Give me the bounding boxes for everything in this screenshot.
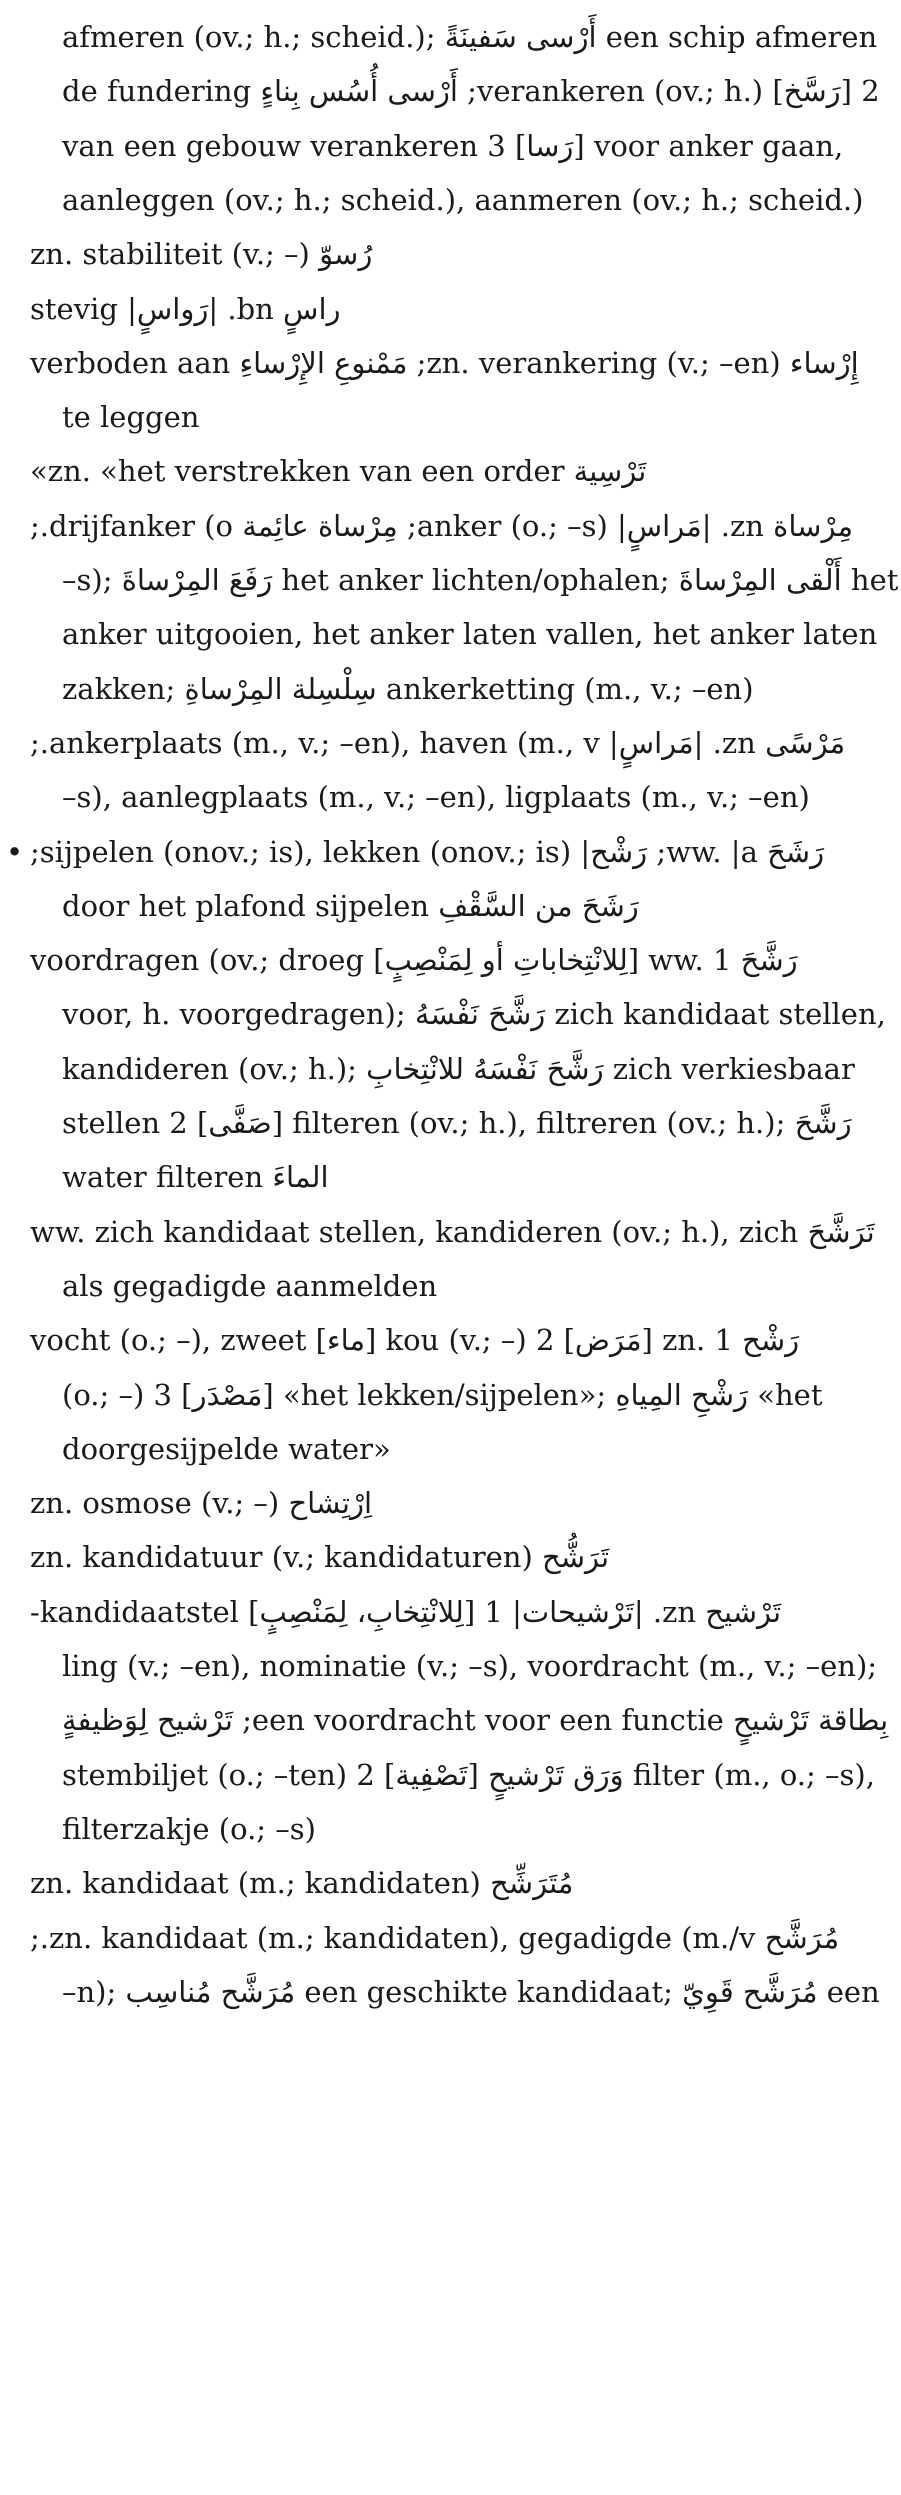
line-text: doorgesijpelde water» xyxy=(62,1431,391,1466)
dictionary-continuation-line xyxy=(62,607,877,661)
dictionary-continuation-line xyxy=(62,173,863,227)
dictionary-entry-line xyxy=(30,1530,609,1584)
line-text: تَرْشيح zn. |تَرْشيحات| 1 [لِلانْتِخابِ، لِمَنْصِبٍ] kandidaatstel- xyxy=(30,1594,782,1629)
dictionary-continuation-line xyxy=(62,553,899,607)
dictionary-entry-line xyxy=(30,444,646,498)
dictionary-continuation-line xyxy=(62,1639,877,1693)
line-text: رَشْح zn. 1 [مَرَض] kou (v.; –) 2 [ماء] vocht (o.; –), zweet xyxy=(30,1323,800,1358)
line-text: te leggen xyxy=(62,400,200,435)
dictionary-entry-line xyxy=(30,499,853,553)
line-text: مَرْسًى zn. |مَراسٍ| ankerplaats (m., v.; –en), haven (m., v.; xyxy=(30,725,846,760)
line-text: تَرْسِية zn. «het verstrekken van een order» xyxy=(30,454,647,489)
line-text: اِرْتِشاح zn. osmose (v.; –) xyxy=(30,1486,373,1521)
dictionary-entry-line xyxy=(30,336,859,390)
dictionary-continuation-line xyxy=(62,390,199,444)
dictionary-entry-line xyxy=(30,1313,799,1367)
dictionary-continuation-line xyxy=(62,770,810,824)
dictionary-continuation-line xyxy=(62,1368,822,1422)
dictionary-entry-line xyxy=(30,1856,573,1910)
line-text: 2 [رَسَّخ] verankeren (ov.; h.); أَرْسى أُسُس بِناءٍ de fundering xyxy=(62,74,880,109)
line-text: بِطاقة تَرْشيحٍ een voordracht voor een functie; تَرْشيح لِوَظيفةٍ xyxy=(62,1703,889,1738)
dictionary-entry-line xyxy=(6,825,825,879)
dictionary-entry-line xyxy=(30,716,845,770)
dictionary-continuation-line xyxy=(62,119,843,173)
line-text: –s); رَفَعَ المِرْساةَ het anker lichten/ophalen; أَلْقى المِرْساةَ het xyxy=(62,563,899,597)
dictionary-continuation-line xyxy=(62,1965,880,2019)
dictionary-continuation-line xyxy=(62,10,877,64)
line-text: anker uitgooien, het anker laten vallen, het anker laten xyxy=(62,617,878,652)
dictionary-continuation-line xyxy=(62,987,886,1041)
dictionary-entry-line xyxy=(30,1911,839,1965)
line-text: تَرَشُّح zn. kandidatuur (v.; kandidaturen) xyxy=(30,1540,610,1575)
line-text: الماءَ water filteren xyxy=(62,1160,329,1195)
line-text: تَرَشَّحَ ww. zich kandidaat stellen, kandideren (ov.; h.), zich xyxy=(30,1214,875,1249)
dictionary-continuation-line xyxy=(62,1748,875,1802)
dictionary-continuation-line xyxy=(62,1042,855,1096)
line-text: –s), aanlegplaats (m., v.; –en), ligplaats (m., v.; –en) xyxy=(62,780,810,815)
line-text: رَشَّحَ ww. 1 [لِلانْتِخاباتِ أو لِمَنْصِبٍ] voordragen (ov.; droeg xyxy=(30,943,798,978)
line-text: –n); مُرَشَّح مُناسِب een geschikte kandidaat; مُرَشَّح قَوِيّ een xyxy=(62,1974,880,2009)
line-text: als gegadigde aanmelden xyxy=(62,1268,438,1303)
line-text: voor, h. voorgedragen); رَشَّحَ نَفْسَهُ zich kandidaat stellen, xyxy=(62,997,886,1032)
dictionary-continuation-line xyxy=(62,662,754,716)
line-text: zakken; سِلْسِلة المِرْساةِ ankerketting (m., v.; –en) xyxy=(62,671,754,706)
line-text: رَشَحَ من السَّقْفِ door het plafond sijpelen xyxy=(62,888,639,923)
line-text: مُرَشَّح zn. kandidaat (m.; kandidaten), gegadigde (m./v.; xyxy=(30,1920,840,1955)
dictionary-entry-line xyxy=(30,227,372,281)
line-text: راسٍ bn. |رَواسٍ| stevig xyxy=(30,291,341,326)
entry-bullet: • xyxy=(6,834,24,869)
dictionary-entry-line xyxy=(30,1585,781,1639)
dictionary-entry-line xyxy=(30,282,341,336)
line-text: ling (v.; –en), nominatie (v.; –s), voordracht (m., v.; –en); xyxy=(62,1649,878,1683)
line-text: van een gebouw verankeren 3 [رَسا] voor anker gaan, xyxy=(62,128,844,163)
dictionary-continuation-line xyxy=(62,1150,329,1204)
line-text: stellen 2 [صَفَّى] filteren (ov.; h.), filtreren (ov.; h.); رَشَّحَ xyxy=(62,1106,852,1140)
line-text: stembiljet (o.; –ten) 2 [تَصْفِية] وَرَق تَرْشيحٍ filter (m., o.; –s), xyxy=(62,1757,875,1792)
dictionary-continuation-line xyxy=(62,64,880,118)
line-text: (o.; –) 3 [مَصْدَر] «het lekken/sijpelen»; رَشْحِ المِياهِ «het xyxy=(62,1377,823,1412)
line-text: رُسوّ zn. stabiliteit (v.; –) xyxy=(30,237,373,272)
line-text: filterzakje (o.; –s) xyxy=(62,1811,316,1846)
line-text: مُتَرَشِّح zn. kandidaat (m.; kandidaten) xyxy=(30,1866,574,1901)
dictionary-continuation-line xyxy=(62,1259,437,1313)
line-text: إِرْساء zn. verankering (v.; –en); مَمْنوعِ الإِرْساءِ verboden aan xyxy=(30,345,859,380)
dictionary-continuation-line xyxy=(62,1693,887,1747)
line-text: kandideren (ov.; h.); رَشَّحَ نَفْسَهُ للانْتِخابِ zich verkiesbaar xyxy=(62,1051,855,1086)
line-text: aanleggen (ov.; h.; scheid.), aanmeren (ov.; h.; scheid.) xyxy=(62,182,864,217)
dictionary-continuation-line xyxy=(62,879,639,933)
dictionary-entry-line xyxy=(30,1205,875,1259)
dictionary-continuation-line xyxy=(62,1802,316,1856)
dictionary-continuation-line xyxy=(62,1096,852,1150)
line-text: رَشَحَ ww. |a; رَشْح| sijpelen (onov.; is), lekken (onov.; is); xyxy=(30,834,825,869)
line-text: afmeren (ov.; h.; scheid.); أَرْسى سَفينَةً een schip afmeren xyxy=(62,20,878,54)
dictionary-entry-line xyxy=(30,1476,372,1530)
dictionary-entry-line xyxy=(30,933,798,987)
line-text: مِرْساة zn. |مَراسٍ| anker (o.; –s); مِرْساة عائِمة drijfanker (o.; xyxy=(30,508,854,543)
dictionary-continuation-line xyxy=(62,1422,391,1476)
